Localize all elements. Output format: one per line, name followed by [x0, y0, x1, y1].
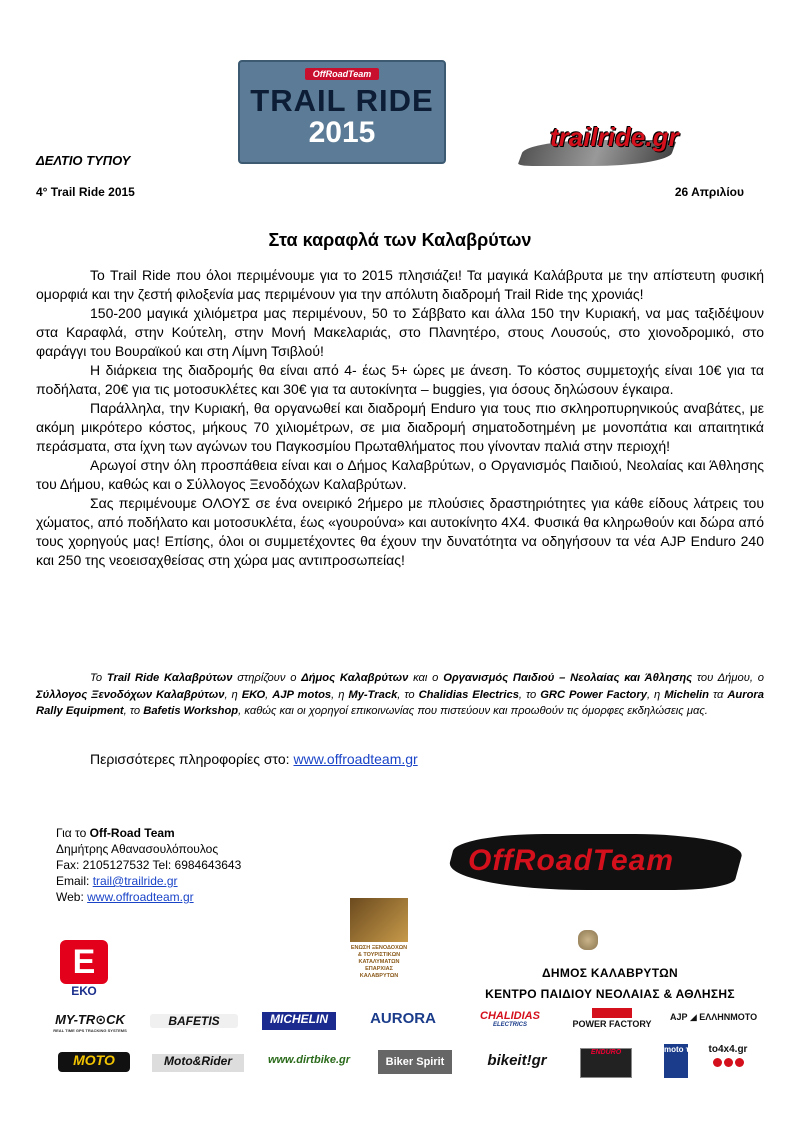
sponsors-text: , η: [646, 688, 665, 701]
trailride-gr-text: trailride.gr: [550, 122, 679, 152]
sponsors-text: , το: [397, 688, 419, 701]
email-link[interactable]: trail@trailride.gr: [92, 874, 178, 888]
contact-web-line: [56, 889, 241, 905]
offroadteam-badge: OffRoadTeam: [305, 68, 380, 80]
tire-icon: [713, 1058, 722, 1067]
sponsor-name: My-Track: [348, 688, 398, 701]
sponsors-text: , το: [123, 705, 144, 717]
tire-icon: [724, 1058, 733, 1067]
sponsors-text: και ο: [408, 672, 444, 684]
dirtbike-logo: www.dirtbike.gr: [267, 1054, 351, 1066]
logo-line-1: TRAIL RIDE: [250, 83, 434, 118]
to4x4-logo: [700, 1044, 756, 1078]
chalidias-logo: [472, 1010, 548, 1032]
sponsor-name: AJP motos: [272, 688, 332, 701]
hoteliers-logo: [350, 898, 408, 1008]
logo-text-off: Off: [468, 844, 514, 877]
contact-for-label: Για το: [56, 826, 90, 840]
offroadteam-logo: [450, 834, 740, 890]
paragraph: Το Trail Ride που όλοι περιμένουμε για το 2015 πλησιάζει! Τα μαγικά Καλάβρυτα με την απίστευτη φυσική ομορφιά και την ζεστή φιλοξενία μας περιμένουν για την απόλυτη διαδρομή Trail Ride της χρονιάς!: [36, 267, 764, 302]
trail-ride-2015-logo: [238, 60, 446, 164]
sponsor-name: Οργανισμός Παιδιού – Νεολαίας και Άθλησης: [443, 672, 693, 684]
sponsor-name: Δήμος Καλαβρύτων: [301, 672, 409, 684]
contact-phones: Fax: 2105127532 Tel: 6984643643: [56, 858, 242, 872]
mytrack-subtext: REAL TIME GPS TRACKING SYSTEMS: [53, 1028, 127, 1033]
body-text: [36, 266, 764, 570]
contact-name: Δημήτρης Αθανασουλόπουλος: [56, 842, 219, 856]
eko-emblem: Ε: [60, 940, 108, 984]
sponsors-text: , η: [224, 688, 242, 701]
sponsors-text: , το: [518, 688, 541, 701]
paragraph: Αρωγοί στην όλη προσπάθεια είναι και ο Δήμος Καλαβρύτων, ο Οργανισμός Παιδιού, Νεολαίας και Άθλησης του Δήμου, καθώς και ο Σύλλογος Ξενοδόχων Καλαβρύτων.: [36, 457, 764, 492]
hoteliers-text: ΕΝΩΣΗ ΞΕΝΟΔΟΧΩΝ & ΤΟΥΡΙΣΤΙΚΩΝ ΚΑΤΑΛΥΜΑΤΩΝ ΕΠΑΡΧΙΑΣ ΚΑΛΑΒΡΥΤΩΝ: [350, 945, 408, 979]
bikeit-logo: bikeit!gr: [487, 1052, 547, 1069]
tire-icon: [735, 1058, 744, 1067]
sponsors-text: ,: [265, 688, 273, 701]
sponsor-name: Chalidias Electrics: [418, 688, 519, 701]
chalidias-text: CHALIDIAS: [480, 1010, 540, 1022]
mytrack-logo: [44, 1012, 136, 1032]
eko-text: ΕΚΟ: [71, 984, 97, 998]
municipality-emblem-icon: [578, 930, 598, 950]
logo-text-roadteam: RoadTeam: [513, 844, 675, 877]
mytrack-text: MY-TR⊙CK: [55, 1012, 125, 1027]
moto-tripi-logo: moto τρίτη: [664, 1044, 688, 1078]
paragraph: 150-200 μαγικά χιλιόμετρα μας περιμένουν, 50 το Σάββατο και άλλα 150 την Κυριακή, να μας ταξιδέψουν στα Καραφλά, στην Κούτελη, στην Μονή Μακελαριάς, στο Πλανητέρο, στους Λουσούς, στο χιονοδρομικό, στο φαράγγι του Βουραϊκού και στη Λίμνη Τσιβλού!: [36, 305, 764, 359]
sponsor-name: GRC Power Factory: [540, 688, 647, 701]
ajp-logo: AJP ◢ ΕΛΛΗΝΜΟΤΟ: [670, 1012, 758, 1022]
michelin-logo: MICHELIN: [262, 1012, 336, 1030]
document-title: Στα καραφλά των Καλαβρύτων: [268, 230, 532, 250]
event-date: 26 Απριλίου: [674, 185, 744, 199]
trailride-gr-logo: [522, 118, 682, 170]
chalidias-subtext: ELECTRICS: [492, 1022, 527, 1028]
grc-emblem: [592, 1008, 632, 1018]
contact-block: [56, 825, 241, 905]
contact-email-line: [56, 873, 241, 889]
sponsor-name: Bafetis Workshop: [143, 705, 239, 717]
event-name: 4° Trail Ride 2015: [36, 185, 135, 199]
more-info: [90, 751, 418, 767]
web-link[interactable]: www.offroadteam.gr: [87, 890, 194, 904]
sponsor-name: Trail Ride Καλαβρύτων: [106, 672, 233, 684]
eko-logo: [52, 940, 116, 1004]
grc-logo: [572, 1008, 652, 1034]
press-release-label: ΔΕΛΤΙΟ ΤΥΠΟΥ: [36, 153, 131, 168]
email-label: Email:: [56, 874, 93, 888]
sponsor-name: Michelin: [664, 688, 709, 701]
sponsor-name: Σύλλογος Ξενοδόχων Καλαβρύτων: [36, 688, 225, 701]
more-info-label: Περισσότερες πληροφορίες στο:: [90, 751, 294, 767]
paragraph: Παράλληλα, την Κυριακή, θα οργανωθεί και διαδρομή Enduro για τους πιο σκληροπυρηνικούς αναβάτες, με ακόμη μικρότερο κόστος, μήκους 70 χιλιομέτρων, σε μια διαδρομή σηματοδοτημένη με μονοπάτια και απαιτητικά περάσματα, στα ίχνη των αγώνων του Παγκοσμίου Πρωταθλήματος που γίνονταν παλιά στην περιοχή!: [36, 400, 764, 454]
sponsor-name: ΕΚΟ: [241, 688, 266, 701]
enduro-magazine-logo: ENDURO: [580, 1048, 632, 1078]
sponsors-text: του Δήμου, ο: [692, 672, 765, 684]
sponsors-text: , η: [331, 688, 349, 701]
contact-team: Off-Road Team: [89, 826, 175, 840]
moto-magazine-logo: MOTO: [58, 1052, 130, 1072]
moto-rider-logo: Moto&Rider: [152, 1054, 244, 1072]
aurora-logo: AURORA: [370, 1010, 436, 1027]
sponsor-name: Aurora Rally Equipment: [36, 688, 764, 717]
sponsors-paragraph: [36, 670, 764, 720]
web-label: Web:: [56, 890, 88, 904]
bafetis-logo: BAFETIS: [150, 1014, 238, 1028]
sponsors-text: Το: [90, 672, 107, 684]
contact-org-line: [56, 825, 241, 841]
grc-text: POWER FACTORY: [572, 1019, 652, 1029]
hoteliers-emblem: [350, 898, 408, 942]
sponsors-text: , καθώς και οι χορηγοί επικοινωνίας που πιστεύουν και προωθούν τις όμορφες εκδηλώσεις μας.: [238, 705, 708, 717]
logo-line-2: 2015: [308, 116, 376, 149]
to4x4-text: to4x4.gr: [708, 1044, 748, 1055]
biker-spirit-logo: Biker Spirit: [378, 1050, 452, 1074]
more-info-link[interactable]: www.offroadteam.gr: [293, 751, 418, 767]
paragraph: Σας περιμένουμε ΟΛΟΥΣ σε ένα ονειρικό 2ήμερο με πλούσιες δραστηριότητες για κάθε είδους λάτρεις του χώματος, από ποδήλατο και μοτοσυκλέτα, έως «γουρούνα» και αυτοκίνητο 4Χ4. Φυσικά θα κληρωθούν και δώρα από τους χορηγούς μας! Επίσης, όλοι οι συμμετέχοντες θα έχουν την δυνατότητα να οδηγήσουν τα νέα AJP Enduro 240 και 250 της νεοεισαχθείσας στη χώρα μας αντιπροσωπείας!: [36, 495, 764, 568]
sponsors-text: στηρίζουν ο: [232, 672, 302, 684]
paragraph: Η διάρκεια της διαδρομής θα είναι από 4- έως 5+ ώρες με άνεση. Το κόστος συμμετοχής είναι 10€ για τα ποδήλατα, 20€ για τις μοτοσυκλέτες και 30€ για τα αυτοκίνητα – buggies, για όσους δηλώσουν έγκαιρα.: [36, 362, 764, 397]
sponsors-text: τα: [708, 688, 728, 701]
youth-center-name: ΚΕΝΤΡΟ ΠΑΙΔΙΟΥ ΝΕΟΛΑΙΑΣ & ΑΘΛΗΣΗΣ: [485, 987, 735, 1001]
municipality-name: ΔΗΜΟΣ ΚΑΛΑΒΡΥΤΩΝ: [541, 966, 679, 980]
offroadteam-logo-text: [468, 844, 674, 878]
